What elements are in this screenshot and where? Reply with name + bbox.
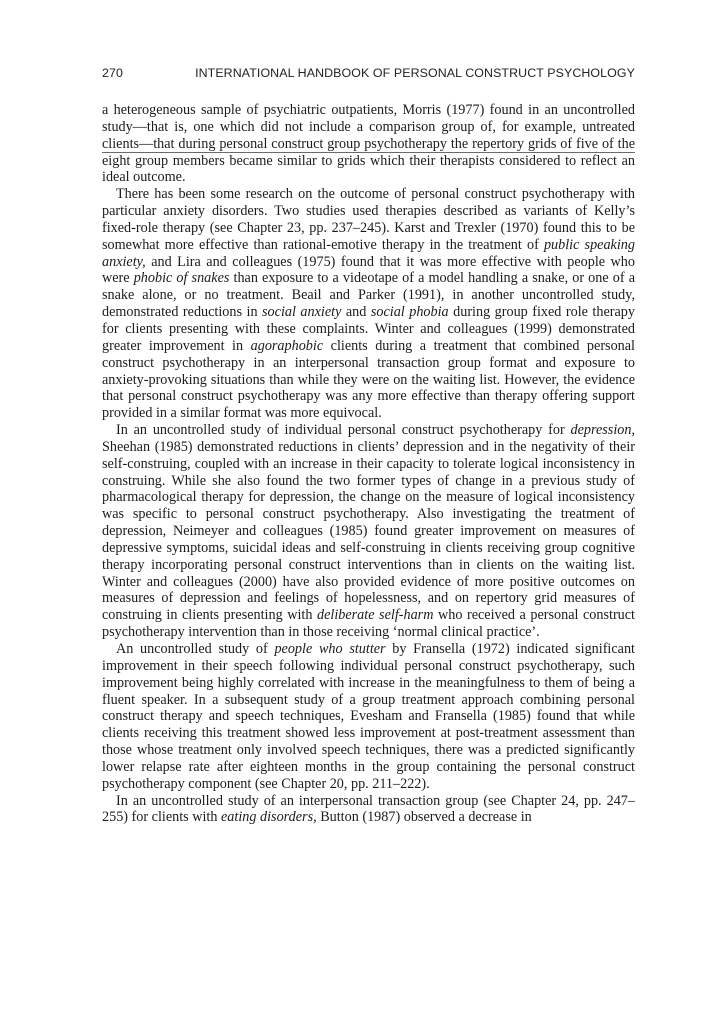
text-run: during group fixed role therapy for clients presenting with these complaints. Winter and colleagues (1999) demonstrated greater improvement in xyxy=(102,304,635,354)
text-run: An uncontrolled study of xyxy=(116,641,275,657)
text-run: a heterogeneous sample of psychiatric outpatients, Morris (1977) found in an uncontrolled study—that is, one which did not include a comparison group of, for example, untreated clients—that during personal construct group psychotherapy the repertory grids of five of the eight group members became similar to grids which their therapists considered to reflect an ideal outcome. xyxy=(102,102,635,186)
italic-text: people who stutter xyxy=(274,641,386,657)
italic-text: social phobia xyxy=(370,304,449,321)
italic-text: social anxiety xyxy=(262,304,342,321)
paragraph xyxy=(102,186,635,422)
text-run: clients during a treatment that combined personal construct psychotherapy in an interpersonal transaction group format and exposure to anxiety-provoking situations than while they were on the waiting list. However, the evidence that personal construct psychotherapy was any more effective than therapy offering support provided in a similar format was more equivocal. xyxy=(102,337,635,422)
paragraph xyxy=(102,793,635,827)
text-run: and Lira and colleagues (1975) found that it was more effective with people who were xyxy=(102,253,635,287)
paragraph xyxy=(102,102,635,186)
body-text xyxy=(102,102,635,826)
text-run: , Sheehan (1985) demonstrated reductions in clients’ depression and in the negativity of their self-construing, coupled with an increase in their capacity to tolerate logical inconsistency in construing. While she also found the two former types of change in a previous study of pharmacological therapy for depression, the change on the measure of logical inconsistency was specific to personal construct psychotherapy. Also investigating the treatment of depression, Neimeyer and colleagues (1985) found greater improvement on measures of depressive symptoms, suicidal ideas and self-construing in clients receiving group cognitive therapy incorporating personal construct interventions than in clients on the waiting list. Winter and colleagues (2000) have also provided evidence of more positive outcomes on measures of depression and feelings of hopelessness, and on repertory grid measures of construing in clients presenting with xyxy=(102,422,635,624)
italic-text: public speaking anxiety, xyxy=(102,236,635,270)
paragraph xyxy=(102,641,635,793)
running-header xyxy=(102,66,635,86)
text-run: In an uncontrolled study of individual personal construct psychotherapy for xyxy=(116,422,571,439)
italic-text: agoraphobic xyxy=(250,337,324,354)
text-run: and xyxy=(341,304,371,321)
text-run: In an uncontrolled study of an interpersonal transaction group (see Chapter 24, pp. 247–255) for clients with xyxy=(102,792,635,826)
text-run: who received a personal construct psychotherapy intervention than in those receiving ‘normal clinical practice’. xyxy=(102,607,635,641)
paragraph xyxy=(102,422,635,641)
italic-text: depression xyxy=(570,422,632,439)
book-page xyxy=(102,66,636,826)
text-run: than exposure to a videotape of a model handling a snake, or one of a snake alone, or no treatment. Beail and Parker (1991), in another uncontrolled study, demonstrated reductions in xyxy=(102,270,635,321)
running-title: INTERNATIONAL HANDBOOK OF PERSONAL CONSTRUCT PSYCHOLOGY xyxy=(195,66,635,80)
italic-text: phobic of snakes xyxy=(133,270,230,287)
text-run: There has been some research on the outcome of personal construct psychotherapy with particular anxiety disorders. Two studies used therapies described as variants of Kelly’s fixed-role therapy (see Chapter 23, pp. 237–245). Karst and Trexler (1970) found this to be somewhat more effective than rational-emotive therapy in the treatment of xyxy=(102,186,635,253)
italic-text: deliberate self-harm xyxy=(317,607,434,624)
italic-text: eating disorders xyxy=(221,809,314,826)
text-run: by Fransella (1972) indicated significant improvement in their speech following individual personal construct psychotherapy, such improvement being highly correlated with increase in the meaningfulness to them of being a fluent speaker. In a subsequent study of a group treatment approach combining personal construct therapy and speech techniques, Evesham and Fransella (1985) found that while clients receiving this treatment showed less improvement at post-treatment assessment than those whose treatment only involved speech techniques, there was a predicted significantly lower relapse rate after eighteen months in the group containing the personal construct psychotherapy component (see Chapter 20, pp. 211–222). xyxy=(102,641,636,792)
page-number: 270 xyxy=(102,66,123,80)
text-run: , Button (1987) observed a decrease in xyxy=(313,809,532,826)
